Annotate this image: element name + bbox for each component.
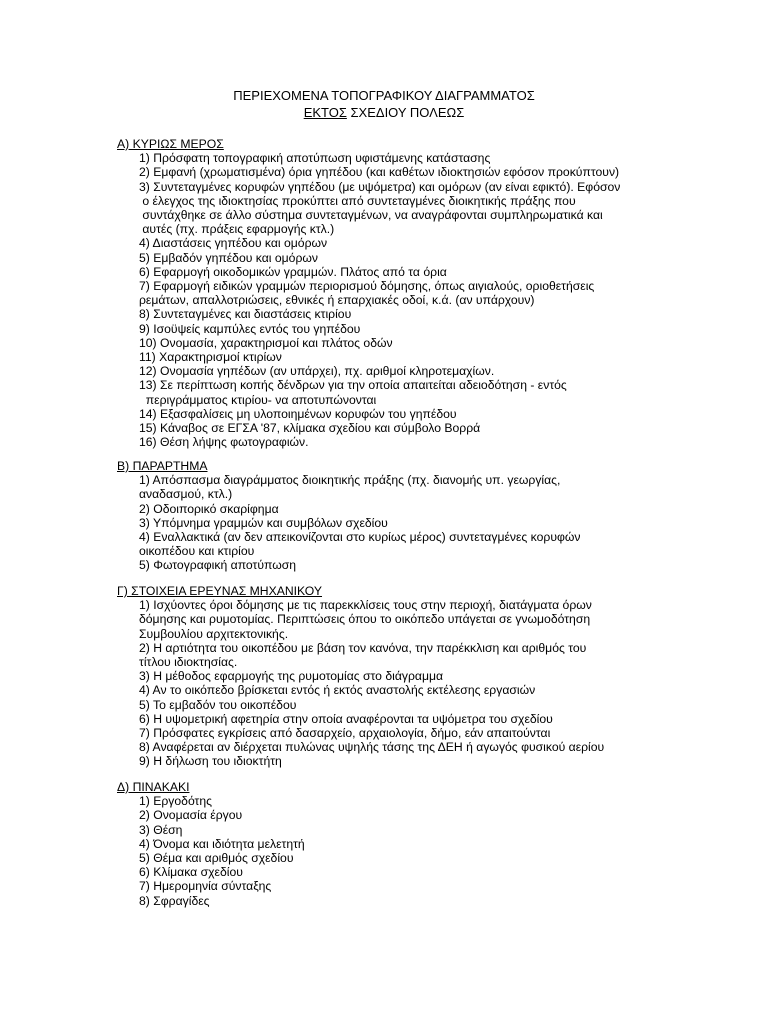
list-item: 4) Εναλλακτικά (αν δεν απεικονίζονται στο κυρίως μέρος) συντεταγμένες κορυφών: [139, 530, 581, 545]
subtitle-underlined-word: ΕΚΤΟΣ: [303, 105, 347, 120]
list-item: ο έλεγχος της ιδιοκτησίας προκύπτει από συντεταγμένες διοικητικής πράξης που: [139, 193, 576, 208]
list-item: 4) Όνομα και ιδιότητα μελετητή: [139, 836, 305, 851]
list-item: 2) Οδοιπορικό σκαρίφημα: [139, 501, 279, 516]
list-item: 15) Κάναβος σε ΕΓΣΑ '87, κλίμακα σχεδίου και σύμβολο Βορρά: [139, 421, 481, 436]
list-item: 1) Ισχύοντες όροι δόμησης με τις παρεκκλίσεις τους στην περιοχή, διατάγματα όρων: [139, 598, 592, 613]
list-item: 2) Η αρτιότητα του οικοπέδου με βάση τον κανόνα, την παρέκκλιση και αριθμός του: [139, 640, 587, 655]
list-item: Συμβουλίου αρχιτεκτονικής.: [139, 626, 289, 641]
list-item: 3) Θέση: [139, 822, 183, 837]
list-item: περιγράμματος κτιρίου- να αποτυπώνονται: [139, 392, 377, 407]
list-item: 9) Η δήλωση του ιδιοκτήτη: [139, 754, 282, 769]
list-item: 3) Η μέθοδος εφαρμογής της ρυμοτομίας στο διάγραμμα: [139, 669, 444, 684]
list-item: 8) Σφραγίδες: [139, 893, 210, 908]
list-item: 6) Η υψομετρική αφετηρία στην οποία αναφέρονται τα υψόμετρα του σχεδίου: [139, 711, 553, 726]
section-a: [117, 137, 657, 449]
section-heading: Α) ΚΥΡΙΩΣ ΜΕΡΟΣ: [117, 137, 224, 151]
section-b-items: [139, 473, 657, 572]
list-item: συντάχθηκε σε άλλο σύστημα συντεταγμένων, να αναγράφονται συμπληρωματικά και: [139, 208, 603, 223]
list-item: 12) Ονομασία γηπέδων (αν υπάρχει), πχ. αριθμοί κληροτεμαχίων.: [139, 364, 495, 379]
list-item: 5) Εμβαδόν γηπέδου και ομόρων: [139, 250, 319, 265]
list-item: 4) Διαστάσεις γηπέδου και ομόρων: [139, 236, 328, 251]
list-item: 5) Θέμα και αριθμός σχεδίου: [139, 851, 294, 866]
list-item: 7) Πρόσφατες εγκρίσεις από δασαρχείο, αρχαιολογία, δήμο, εάν απαιτούνται: [139, 726, 551, 741]
list-item: 2) Ονομασία έργου: [139, 808, 243, 823]
list-item: 1) Απόσπασμα διαγράμματος διοικητικής πράξης (πχ. διανομής υπ. γεωργίας,: [139, 473, 561, 488]
section-heading: Β) ΠΑΡΑΡΤΗΜΑ: [117, 459, 208, 473]
list-item: 5) Φωτογραφική αποτύπωση: [139, 558, 297, 573]
list-item: 1) Πρόσφατη τοπογραφική αποτύπωση υφιστάμενης κατάστασης: [139, 151, 491, 166]
section-c-items: [139, 598, 657, 768]
list-item: αναδασμού, κτλ.): [139, 487, 233, 502]
list-item: ρεμάτων, απαλλοτριώσεις, εθνικές ή επαρχιακές οδοί, κ.ά. (αν υπάρχουν): [139, 293, 535, 308]
section-d: [117, 780, 657, 908]
list-item: 4) Αν το οικόπεδο βρίσκεται εντός ή εκτός αναστολής εκτέλεσης εργασιών: [139, 683, 536, 698]
list-item: 5) Το εμβαδόν του οικοπέδου: [139, 697, 297, 712]
section-c: [117, 584, 657, 769]
list-item: 16) Θέση λήψης φωτογραφιών.: [139, 435, 309, 450]
section-a-items: [139, 151, 657, 449]
section-d-items: [139, 794, 657, 908]
list-item: 1) Εργοδότης: [139, 794, 213, 809]
section-heading: Δ) ΠΙΝΑΚΑΚΙ: [117, 780, 190, 794]
document-title: ΠΕΡΙΕΧΟΜΕΝΑ ΤΟΠΟΓΡΑΦΙΚΟΥ ΔΙΑΓΡΑΜΜΑΤΟΣ: [233, 88, 535, 103]
list-item: 8) Συντεταγμένες και διαστάσεις κτιρίου: [139, 307, 352, 322]
list-item: 6) Εφαρμογή οικοδομικών γραμμών. Πλάτος από τα όρια: [139, 264, 447, 279]
section-b: [117, 459, 657, 573]
list-item: 7) Εφαρμογή ειδικών γραμμών περιορισμού δόμησης, όπως αιγιαλούς, οριοθετήσεις: [139, 279, 595, 294]
document-subtitle: [0, 104, 768, 121]
list-item: 3) Συντεταγμένες κορυφών γηπέδου (με υψόμετρα) και ομόρων (αν είναι εφικτό). Εφόσον: [139, 179, 621, 194]
subtitle-rest: ΣΧΕΔΙΟΥ ΠΟΛΕΩΣ: [346, 105, 465, 120]
list-item: 7) Ημερομηνία σύνταξης: [139, 879, 272, 894]
list-item: αυτές (πχ. πράξεις εφαρμογής κτλ.): [139, 222, 335, 237]
list-item: 9) Ισοϋψείς καμπύλες εντός του γηπέδου: [139, 321, 361, 336]
list-item: 10) Ονομασία, χαρακτηρισμοί και πλάτος οδών: [139, 335, 393, 350]
list-item: οικοπέδου και κτιρίου: [139, 544, 255, 559]
list-item: 2) Εμφανή (χρωματισμένα) όρια γηπέδου (και καθέτων ιδιοκτησιών εφόσον προκύπτουν): [139, 165, 620, 180]
list-item: 14) Εξασφαλίσεις μη υλοποιημένων κορυφών του γηπέδου: [139, 406, 457, 421]
section-heading: Γ) ΣΤΟΙΧΕΙΑ ΕΡΕΥΝΑΣ ΜΗΧΑΝΙΚΟΥ: [117, 584, 323, 598]
list-item: 6) Κλίμακα σχεδίου: [139, 865, 243, 880]
list-item: 8) Αναφέρεται αν διέρχεται πυλώνας υψηλής τάσης της ΔΕΗ ή αγωγός φυσικού αερίου: [139, 740, 605, 755]
list-item: 3) Υπόμνημα γραμμών και συμβόλων σχεδίου: [139, 515, 388, 530]
list-item: 13) Σε περίπτωση κοπής δένδρων για την οποία απαιτείται αδειοδότηση - εντός: [139, 378, 567, 393]
list-item: δόμησης και ρυμοτομίας. Περιπτώσεις όπου το οικόπεδο υπάγεται σε γνωμοδότηση: [139, 612, 591, 627]
list-item: 11) Χαρακτηρισμοί κτιρίων: [139, 350, 282, 365]
list-item: τίτλου ιδιοκτησίας.: [139, 655, 238, 670]
